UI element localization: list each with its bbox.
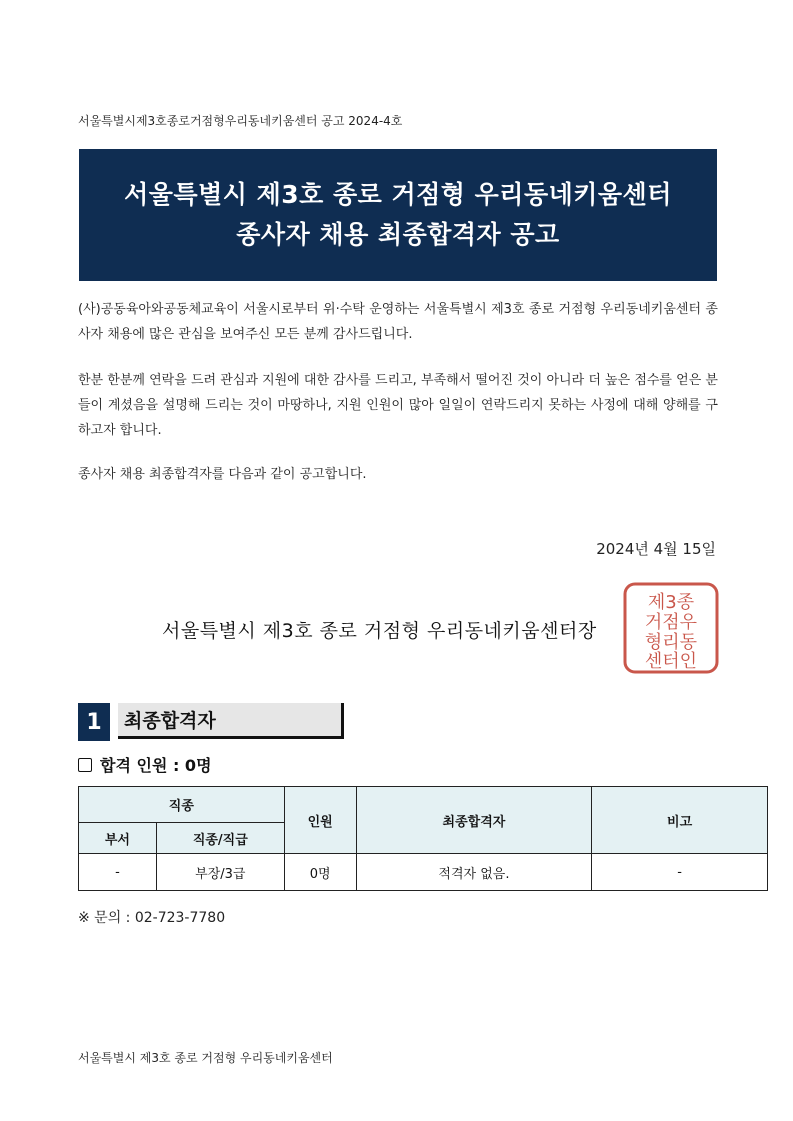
section-heading <box>78 703 352 741</box>
cell-department: - <box>79 854 157 891</box>
seal-row-2: 거점우 <box>644 612 698 633</box>
table-row <box>79 854 768 891</box>
section-number: 1 <box>78 703 110 741</box>
header-job-rank: 직종/직급 <box>156 823 284 854</box>
title-banner <box>79 149 717 281</box>
notice-date: 2024년 4월 15일 <box>596 540 716 558</box>
finalists-table <box>78 786 768 891</box>
seal-row-4: 센터인 <box>644 651 698 672</box>
header-finalists: 최종합격자 <box>356 787 592 854</box>
pass-count: 합격 인원 : 0명 <box>100 756 212 775</box>
header-job-type: 직종 <box>79 787 285 823</box>
cell-headcount: 0명 <box>284 854 356 891</box>
intro-paragraph: (사)공동육아와공동체교육이 서울시로부터 위·수탁 운영하는 서울특별시 제3호 종로 거점형 우리동네키움센터 종사자 채용에 많은 관심을 보여주신 모든 분께 감사드립니다. <box>78 302 718 342</box>
contact-info: ※ 문의 : 02-723-7780 <box>78 910 226 926</box>
seal-row-1: 제3종 <box>647 592 695 613</box>
header-remarks: 비고 <box>592 787 768 854</box>
announcement-paragraph: 종사자 채용 최종합격자를 다음과 같이 공고합니다. <box>78 467 367 482</box>
seal-row-3: 형리동 <box>644 632 698 653</box>
footer-text: 서울특별시 제3호 종로 거점형 우리동네키움센터 <box>78 1051 333 1065</box>
title-line-1: 서울특별시 제3호 종로 거점형 우리동네키움센터 <box>124 180 672 209</box>
section-title: 최종합격자 <box>118 703 344 739</box>
cell-finalists: 적격자 없음. <box>356 854 592 891</box>
cell-remarks: - <box>592 854 768 891</box>
header-headcount: 인원 <box>284 787 356 854</box>
pass-count-line <box>78 753 212 776</box>
official-seal <box>621 580 721 676</box>
signer-name: 서울특별시 제3호 종로 거점형 우리동네키움센터장 <box>162 620 597 642</box>
apology-paragraph: 한분 한분께 연락을 드려 관심과 지원에 대한 감사를 드리고, 부족해서 떨어진 것이 아니라 더 높은 점수를 얻은 분들이 계셨음을 설명해 드리는 것이 마땅하나, 지원 인원이 많아 일일이 연락드리지 못하는 사정에 대해 양해를 구하고자 합니다. <box>78 373 718 438</box>
notice-number: 서울특별시제3호종로거점형우리동네키움센터 공고 2024-4호 <box>78 114 403 128</box>
checkbox-icon <box>78 758 92 772</box>
header-department: 부서 <box>79 823 157 854</box>
title-line-2: 종사자 채용 최종합격자 공고 <box>236 220 560 249</box>
cell-job-rank: 부장/3급 <box>156 854 284 891</box>
